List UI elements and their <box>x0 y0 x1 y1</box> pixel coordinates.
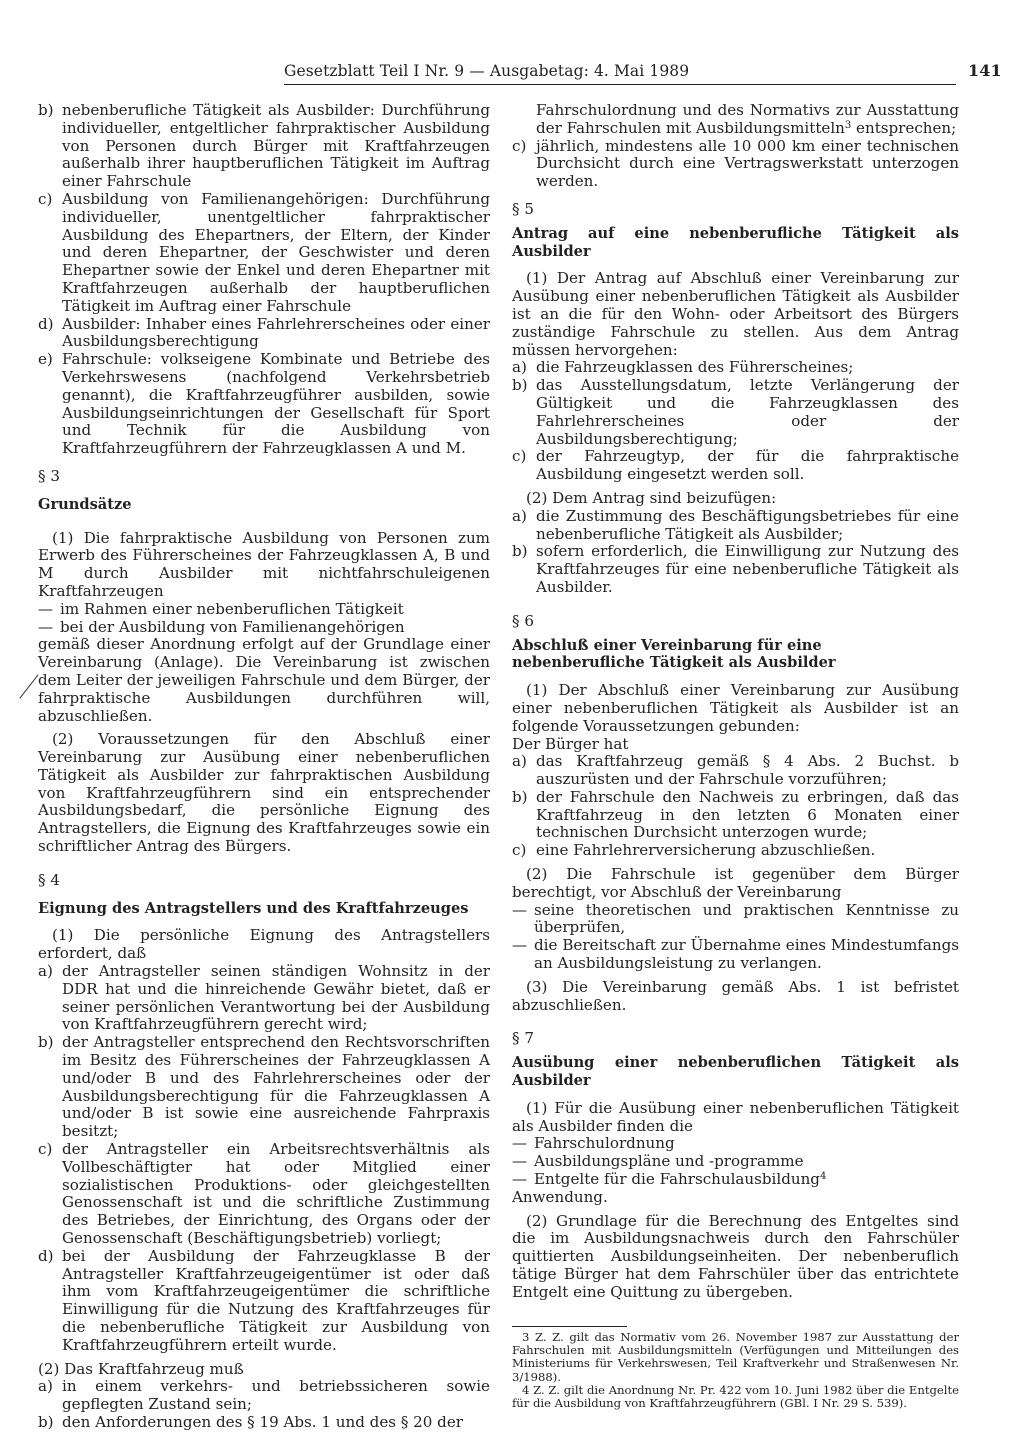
paragraph: (1) Die fahrpraktische Ausbildung von Personen zum Erwerb des Führerscheines der Fahrzeugklassen A, B und M durch Ausbilder mit nichtfahrschuleigenen Kraftfahrzeugen <box>38 528 490 600</box>
item-label: b) <box>38 1033 54 1052</box>
item-text: das Ausstellungsdatum, letzte Verlängerung der Gültigkeit und die Fahrzeugklassen des Fahrlehrerscheines oder der Ausbildungsberechtigung; <box>536 376 959 448</box>
item-label: c) <box>38 189 53 208</box>
continued-text: Fahrschulordnung und des Normativs zur Ausstattung der Fahrschulen mit Ausbildungsmitteln <box>536 101 959 137</box>
dash-text: die Bereitschaft zur Übernahme eines Mindestumfangs an Ausbildungsleistung zu verlangen. <box>534 936 959 973</box>
dash-text: Fahrschulordnung <box>534 1134 675 1153</box>
item-label: a) <box>512 358 527 377</box>
section-title: Antrag auf eine nebenberufliche Tätigkeit als Ausbilder <box>512 224 959 260</box>
dash-item: — seine theoretischen und praktischen Kenntnisse zu überprüfen, <box>512 900 959 937</box>
paragraph: (2) Voraussetzungen für den Abschluß einer Vereinbarung zur Ausübung einer nebenberuflichen Tätigkeit als Ausbilder zur fahrpraktischen Ausbildung von Kraftfahrzeugführern sind ein entsprechender Ausbildungsbedarf, die persönliche Eignung des Antragstellers, die Eignung des Kraftfahrzeuges sowie ein schriftlicher Antrag des Bürgers. <box>38 730 490 856</box>
item-label: c) <box>38 1140 53 1159</box>
item-text: in einem verkehrs- und betriebssicheren sowie gepflegten Zustand sein; <box>62 1377 490 1414</box>
footnote-ref: 3 <box>844 119 852 131</box>
item-text: der Antragsteller seinen ständigen Wohnsitz in der DDR hat und die hinreichende Gewähr bietet, daß er seiner persönlichen Verantwortung bei der Ausbildung von Kraftfahrzeugführern gerecht wird; <box>62 962 490 1034</box>
item-text: die Zustimmung des Beschäftigungsbetriebes für eine nebenberufliche Tätigkeit als Ausbilder; <box>536 506 959 543</box>
dash-item: — die Bereitschaft zur Übernahme eines Mindestumfangs an Ausbildungsleistung zu verlangen. <box>512 936 959 973</box>
list-item <box>512 448 959 484</box>
dash-item: — Fahrschulordnung <box>512 1135 959 1153</box>
item-text: nebenberufliche Tätigkeit als Ausbilder: Durchführung individueller, entgeltlicher fahrpraktischer Ausbildung von Personen durch Bürger mit Kraftfahrzeugen außerhalb ihrer hauptberuflichen Tätigkeit im Auftrag einer Fahrschule <box>62 101 490 191</box>
item-text: den Anforderungen des § 19 Abs. 1 und des § 20 der <box>62 1412 463 1431</box>
paragraph: Der Bürger hat <box>512 734 629 753</box>
item-label: b) <box>512 376 528 395</box>
paragraph: (2) Das Kraftfahrzeug muß <box>38 1359 244 1378</box>
list-item <box>512 359 959 377</box>
paragraph: Anwendung. <box>512 1187 608 1206</box>
definition-item <box>38 102 490 191</box>
dash-text: seine theoretischen und praktischen Kenntnisse zu überprüfen, <box>534 900 959 937</box>
item-text: eine Fahrlehrerversicherung abzuschließen. <box>536 841 876 860</box>
item-text: Ausbildung von Familienangehörigen: Durchführung individueller, unentgeltlicher fahrpraktischer Ausbildung des Ehepartners, der Eltern, der Kinder und deren Ehepartner, der Geschwister und deren Ehepartner sowie der Enkel und deren Ehepartner mit Kraftfahrzeugen außerhalb der hauptberuflichen Tätigkeit im Auftrag einer Fahrschule <box>62 189 490 315</box>
item-label: c) <box>512 447 527 466</box>
pencil-mark <box>19 674 38 698</box>
paragraph: (1) Der Abschluß einer Vereinbarung zur Ausübung einer nebenberuflichen Tätigkeit als Ausbilder ist an folgende Voraussetzungen gebunden: <box>512 681 959 735</box>
page-number: 141 <box>968 61 1002 80</box>
paragraph: gemäß dieser Anordnung erfolgt auf der Grundlage einer Vereinbarung (Anlage). Die Vereinbarung ist zwischen dem Leiter der jeweiligen Fahrschule und dem Bürger, der fahrpraktische Ausbildungen durchführen will, abzuschließen. <box>38 635 490 725</box>
section-title-line-1: Abschluß einer Vereinbarung für eine <box>512 636 822 654</box>
item-text: Fahrschule: volkseigene Kombinate und Betriebe des Verkehrswesens (nachfolgend Verkehrsbetrieb genannt), die Kraftfahrzeugführer ausbilden, sowie Ausbildungseinrichtungen der Gesellschaft für Sport und Technik für die Ausbildung von Kraftfahrzeugführern der Fahrzeugklassen A und M. <box>62 350 490 458</box>
section-number: § 5 <box>512 199 534 218</box>
item-label: c) <box>512 136 527 155</box>
paragraph: (1) Der Antrag auf Abschluß einer Vereinbarung zur Ausübung einer nebenberuflichen Tätigkeit als Ausbilder ist an die für den Wohn- oder Arbeitsort des Bürgers zuständige Fahrschule zu stellen. Aus dem Antrag müssen hervorgehen: <box>512 269 959 359</box>
definition-item <box>38 316 490 352</box>
header-title: Gesetzblatt Teil I Nr. 9 — Ausgabetag: 4. Mai 1989 <box>284 62 690 80</box>
dash-text: Entgelte für die Fahrschulausbildung <box>534 1170 820 1189</box>
list-item <box>512 789 959 842</box>
item-label: a) <box>38 1377 53 1396</box>
section-number: § 6 <box>512 611 534 630</box>
section-title-line-2: nebenberufliche Tätigkeit als Ausbilder <box>512 654 836 672</box>
item-label: a) <box>38 962 53 981</box>
dash-text: Ausbildungspläne und -programme <box>534 1152 804 1171</box>
item-text: Ausbilder: Inhaber eines Fahrlehrerscheines oder einer Ausbildungsberechtigung <box>62 314 490 351</box>
dash-item: — Ausbildungspläne und -programme <box>512 1153 959 1171</box>
list-item <box>512 138 959 191</box>
item-label: e) <box>38 350 53 369</box>
section-title: Eignung des Antragstellers und des Kraftfahrzeuges <box>38 899 469 917</box>
definition-item <box>38 351 490 458</box>
paragraph: (2) Dem Antrag sind beizufügen: <box>526 488 777 507</box>
item-label: b) <box>38 1412 54 1431</box>
item-text: jährlich, mindestens alle 10 000 km einer technischen Durchsicht durch eine Vertragswerkstatt unterzogen werden. <box>536 136 959 191</box>
section-number: § 7 <box>512 1029 534 1048</box>
section-number: § 4 <box>38 870 60 889</box>
dash-item: — im Rahmen einer nebenberuflichen Tätigkeit <box>38 601 490 619</box>
dash-text: bei der Ausbildung von Familienangehörigen <box>60 617 405 636</box>
left-column <box>38 102 490 1432</box>
list-item <box>512 753 959 789</box>
list-item <box>512 508 959 544</box>
item-label: a) <box>512 752 527 771</box>
item-text: der Fahrschule den Nachweis zu erbringen, daß das Kraftfahrzeug in den letzten 6 Monaten einer technischen Durchsicht unterzogen wurde; <box>536 787 959 842</box>
list-item <box>38 1248 490 1355</box>
dash-text: im Rahmen einer nebenberuflichen Tätigkeit <box>60 599 404 618</box>
footnote: 3 Z. Z. gilt das Normativ vom 26. November 1987 zur Ausstattung der Fahrschulen mit Ausbildungsmitteln (Verfügungen und Mitteilungen des Ministeriums für Verkehrswesen, Teil Kraftverkehr und Straßenwesen Nr. 3/1988). <box>512 1329 959 1384</box>
item-text: der Antragsteller ein Arbeitsrechtsverhältnis als Vollbeschäftigter hat oder Mitglied einer sozialistischen Produktions- oder gleichgestellten Genossenschaft ist und die schriftliche Zustimmung des Betriebes, der Einrichtung, des Organs oder der Genossenschaft (Beschäftigungsbetrieb) vorliegt; <box>62 1140 490 1248</box>
list-item <box>38 963 490 1034</box>
footnote-ref: 4 <box>819 1171 827 1183</box>
paragraph: (2) Grundlage für die Berechnung des Entgeltes sind die im Ausbildungsnachweis durch den Fahrschüler quittierten Ausbildungseinheiten. Der nebenberuflich tätige Bürger hat dem Fahrschüler über das entrichtete Entgelt eine Quittung zu übergeben. <box>512 1211 959 1301</box>
item-label: c) <box>512 841 527 860</box>
item-label: b) <box>512 787 528 806</box>
section-title: Grundsätze <box>38 495 132 513</box>
list-item <box>512 842 959 860</box>
item-text: das Kraftfahrzeug gemäß § 4 Abs. 2 Buchst. b auszurüsten und der Fahrschule vorzuführen; <box>536 752 959 789</box>
section-title: Ausübung einer nebenberuflichen Tätigkeit als Ausbilder <box>512 1054 959 1090</box>
item-label: a) <box>512 506 527 525</box>
paragraph: (2) Die Fahrschule ist gegenüber dem Bürger berechtigt, vor Abschluß der Vereinbarung <box>512 865 959 901</box>
item-label: d) <box>38 1246 54 1265</box>
dash-item: — Entgelte für die Fahrschulausbildung$^4$ <box>512 1170 827 1189</box>
list-item <box>38 1378 490 1414</box>
continued-text-end: entsprechen; <box>851 118 957 137</box>
item-text: der Fahrzeugtyp, der für die fahrpraktische Ausbildung eingesetzt werden soll. <box>536 447 959 484</box>
paragraph: (1) Für die Ausübung einer nebenberuflichen Tätigkeit als Ausbilder finden die <box>512 1098 959 1135</box>
list-item <box>512 543 959 596</box>
list-item-continued <box>512 102 959 138</box>
list-item <box>512 377 959 448</box>
section-number: § 3 <box>38 466 60 485</box>
right-column <box>512 102 959 1410</box>
paragraph: (3) Die Vereinbarung gemäß Abs. 1 ist befristet abzuschließen. <box>512 977 959 1014</box>
page-header <box>284 61 1002 85</box>
item-label: d) <box>38 314 54 333</box>
item-text: sofern erforderlich, die Einwilligung zur Nutzung des Kraftfahrzeuges für eine nebenberufliche Tätigkeit als Ausbilder. <box>536 542 959 596</box>
list-item <box>38 1141 490 1248</box>
list-item <box>38 1414 490 1432</box>
footnote: 4 Z. Z. gilt die Anordnung Nr. Pr. 422 vom 10. Juni 1982 über die Entgelte für die Ausbildung von Kraftfahrzeugführern (GBl. I Nr. 29 S. 539). <box>512 1382 959 1411</box>
item-text: die Fahrzeugklassen des Führerscheines; <box>536 358 854 377</box>
item-text: der Antragsteller entsprechend den Rechtsvorschriften im Besitz des Führerscheines der Fahrzeugklassen A und/oder B und des Fahrlehrerscheines oder der Ausbildungsberechtigung für die Fahrzeugklassen A und/oder B ist sowie eine ausreichende Fahrpraxis besitzt; <box>62 1033 490 1141</box>
paragraph: (1) Die persönliche Eignung des Antragstellers erfordert, daß <box>38 926 490 963</box>
item-label: b) <box>38 101 54 119</box>
list-item <box>38 1034 490 1141</box>
dash-item: — bei der Ausbildung von Familienangehörigen <box>38 619 490 637</box>
footnote-rule <box>512 1326 627 1327</box>
item-label: b) <box>512 542 528 561</box>
item-text: bei der Ausbildung der Fahrzeugklasse B der Antragsteller Kraftfahrzeugeigentümer ist oder daß ihm vom Kraftfahrzeugeigentümer die schriftliche Einwilligung für die Nutzung des Kraftfahrzeuges für die nebenberufliche Tätigkeit zur Ausbildung von Kraftfahrzeugführern erteilt wurde. <box>62 1246 490 1354</box>
definition-item <box>38 191 490 316</box>
